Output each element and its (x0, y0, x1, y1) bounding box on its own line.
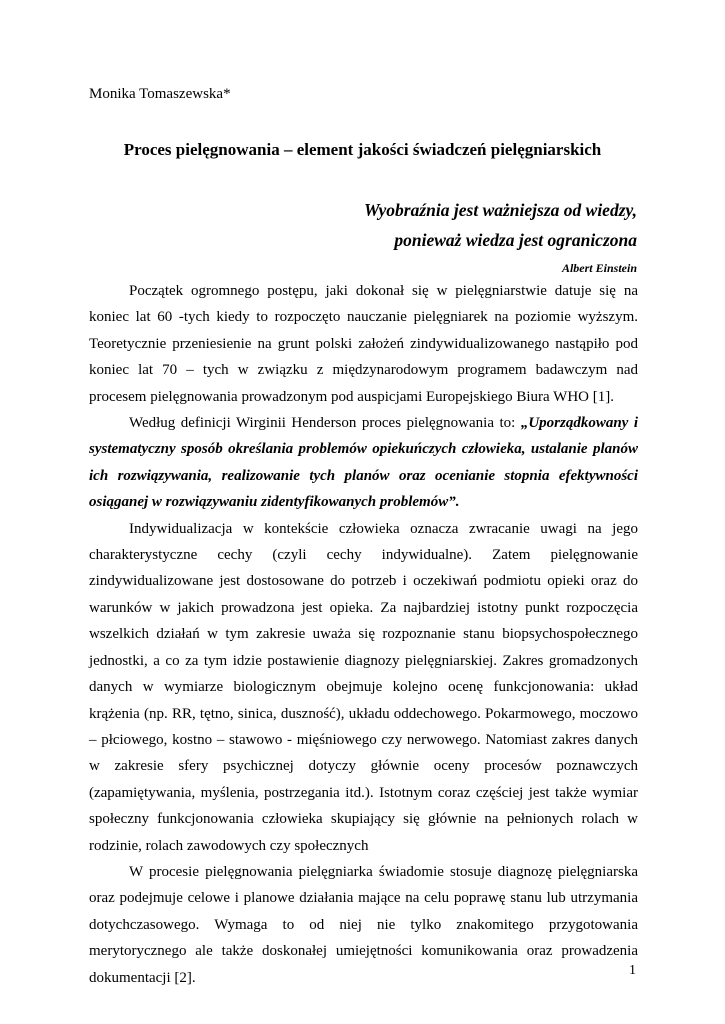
henderson-definition: „Uporządkowany i systematyczny sposób określania problemów opiekuńczych człowieka, ustalanie planów ich rozwiązywania, realizowanie tych planów oraz ocenianie stopnia efektywności osiąganej w rozwiązywaniu zidentyfikowanych problemów”. (89, 415, 638, 511)
paragraph-2-intro: Według definicji Wirginii Henderson proces pielęgnowania to: (129, 415, 521, 432)
paragraph-4: W procesie pielęgnowania pielęgniarka świadomie stosuje diagnozę pielęgniarska oraz podejmuje celowe i planowe działania mające na celu poprawę stanu lub utrzymania dotychczasowego. Wymaga to od niej nie tylko znakomitego przygotowania merytorycznego ale także doskonałej umiejętności komunikowania oraz prowadzenia dokumentacji [2]. (89, 863, 638, 986)
paragraph-1: Początek ogromnego postępu, jaki dokonał się w pielęgniarstwie datuje się na koniec lat 60 -tych kiedy to rozpoczęto nauczanie pielęgniarek na poziomie wyższym. Teoretycznie przeniesienie na grunt polski założeń zindywidualizowanego nastąpiło pod koniec lat 70 – tych w związku z międzynarodowym programem badawczym nad procesem pielęgnowania prowadzonym pod auspicjami Europejskiego Biura WHO [1]. (89, 283, 638, 405)
paragraph-3: Indywidualizacja w kontekście człowieka oznacza zwracanie uwagi na jego charakterystyczne cechy (czyli cechy indywidualne). Zatem pielęgnowanie zindywidualizowane jest dostosowane do potrzeb i oczekiwań podmiotu opieki oraz do warunków w jakich prowadzona jest opieka. Za najbardziej istotny punkt rozpoczęcia wszelkich działań w tym zakresie uważa się rozpoznanie stanu biopsychospołecznego jednostki, a co za tym idzie postawienie diagnozy pielęgniarskiej. Zakres gromadzonych danych w wymiarze biologicznym obejmuje kolejno ocenę funkcjonowania: układ krążenia (np. RR, tętno, sinica, duszność), układu oddechowego. Pokarmowego, moczowo – płciowego, kostno – stawowo - mięśniowego czy nerwowego. Natomiast zakres danych w zakresie sfery psychicznej dotyczy głównie oceny procesów poznawczych (zapamiętywania, myślenia, postrzegania itd.). Istotnym coraz częściej jest także wymiar społeczny funkcjonowania człowieka skupiający się głównie na pełnionych rolach w rodzinie, rolach zawodowych czy społecznych (89, 520, 638, 854)
document-title: Proces pielęgnowania – element jakości świadczeń pielęgniarskich (123, 140, 602, 159)
motto-line-1: Wyobraźnia jest ważniejsza od wiedzy, (363, 200, 637, 220)
author-name: Monika Tomaszewska* (89, 86, 231, 102)
motto-line-2: ponieważ wiedza jest ograniczona (394, 230, 637, 250)
motto-author: Albert Einstein (561, 261, 637, 275)
body-text (89, 278, 638, 991)
paragraph-2 (89, 410, 638, 516)
page-number: 1 (629, 963, 636, 978)
